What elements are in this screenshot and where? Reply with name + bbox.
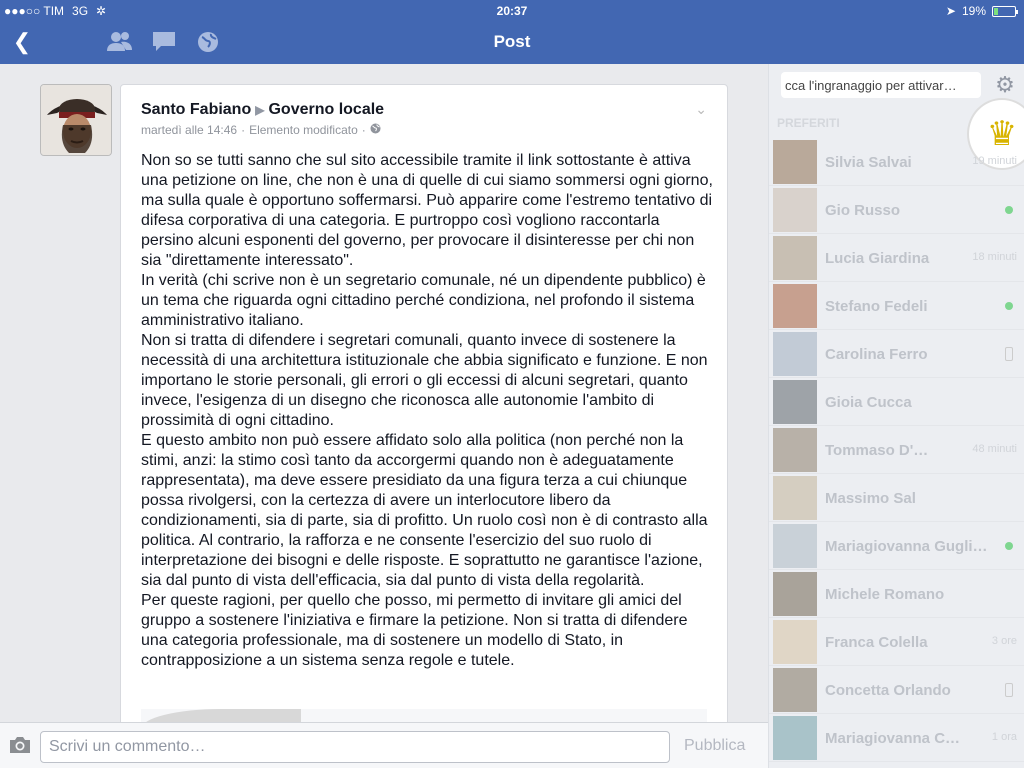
- nav-bar: [0, 20, 1024, 64]
- author-avatar[interactable]: [40, 84, 112, 156]
- contact-name: Mariagiovanna C…: [825, 730, 961, 747]
- contact-avatar: [773, 668, 817, 712]
- chat-contact[interactable]: [769, 714, 1024, 762]
- meta-separator-2: ·: [361, 123, 366, 137]
- online-dot-icon: [1005, 206, 1013, 214]
- link-preview[interactable]: [141, 709, 707, 722]
- online-dot-icon: [1005, 542, 1013, 550]
- post-area: [0, 64, 768, 722]
- clock: 20:37: [496, 4, 528, 18]
- comment-bar: [0, 722, 768, 768]
- chat-contact[interactable]: [769, 570, 1024, 618]
- comment-input[interactable]: [40, 731, 670, 763]
- chat-search-input[interactable]: [781, 72, 981, 98]
- chat-sidebar: [768, 64, 1024, 768]
- contact-avatar: [773, 236, 817, 280]
- chat-contact[interactable]: [769, 330, 1024, 378]
- battery-icon: [992, 6, 1016, 17]
- network-label: 3G: [72, 4, 89, 18]
- contact-name: Silvia Salvai: [825, 154, 912, 171]
- post-meta: [141, 123, 381, 137]
- post-paragraph: Non so se tutti sanno che sul sito accessibile tramite il link sottostante è attiva una petizione on line, che non è una di quelle di cui siamo sommersi ogni giorno, ma sulla quale è opportuno soffermarsi. Può apparire come l'estremo tentativo di difesa corporativa di una categoria. E purtroppo così vogliono raccontarla persino alcuni esponenti del governo, per provocare il disinteresse per chi non sia "direttamente interessato".: [141, 152, 713, 269]
- chat-contact-list: [769, 138, 1024, 762]
- meta-separator: ·: [241, 123, 246, 137]
- contact-name: Gio Russo: [825, 202, 901, 219]
- activity-icon: ✲: [96, 4, 107, 18]
- post-body: [141, 151, 713, 671]
- camera-icon[interactable]: [8, 735, 32, 755]
- edited-label[interactable]: Elemento modificato: [249, 123, 358, 137]
- top-bar: [0, 0, 1024, 64]
- battery-percent: 19%: [961, 4, 986, 18]
- trophy-badge[interactable]: ♛: [967, 98, 1024, 170]
- post-header: [141, 101, 384, 119]
- contact-avatar: [773, 332, 817, 376]
- location-icon: ➤: [945, 4, 956, 18]
- chat-contact[interactable]: [769, 138, 1024, 186]
- carrier-label: ●●●○○ TIM: [4, 4, 65, 18]
- contact-avatar: [773, 572, 817, 616]
- post-paragraph: Per queste ragioni, per quello che posso, mi permetto di invitare gli amici del gruppo a sostenere l'iniziativa e firmare la petizione. Non si tratta di difendere una categoria professionale, ma di sostenere un modello di Stato, in contrapposizione a un sistema senza regole e tutele.: [141, 592, 688, 669]
- chat-contact[interactable]: [769, 522, 1024, 570]
- contact-last-active: 19 minuti: [972, 155, 1017, 167]
- post-paragraph: Non si tratta di difendere i segretari comunali, quanto invece di sostenere la necessità di una architettura istituzionale che abbia significato e funzione. E non importano le storie personali, gli errori o gli eccessi di alcuni segretari, quanto invece, l'esigenza di un disegno che riconosca alle autonomie l'ambito di prossimità di ogni cittadino.: [141, 332, 708, 429]
- post-card: [120, 84, 728, 722]
- globe-icon: [370, 123, 381, 137]
- chat-contact[interactable]: [769, 618, 1024, 666]
- favorites-header: PREFERITI: [777, 116, 840, 130]
- contact-name: Concetta Orlando: [825, 682, 951, 699]
- contact-name: Carolina Ferro: [825, 346, 928, 363]
- contact-avatar: [773, 284, 817, 328]
- contact-avatar: [773, 428, 817, 472]
- chat-contact[interactable]: [769, 666, 1024, 714]
- contact-avatar: [773, 140, 817, 184]
- contact-name: Stefano Fedeli: [825, 298, 928, 315]
- contact-avatar: [773, 620, 817, 664]
- author-name[interactable]: Santo Fabiano: [141, 101, 252, 118]
- battery-fill: [994, 8, 998, 15]
- contact-last-active: 1 ora: [991, 731, 1017, 743]
- contact-name: Massimo Sal: [825, 490, 916, 507]
- chat-contact[interactable]: [769, 234, 1024, 282]
- contact-name: Gioia Cucca: [825, 394, 912, 411]
- contact-name: Tommaso D'…: [825, 442, 929, 459]
- contact-avatar: [773, 380, 817, 424]
- link-thumbnail: [141, 709, 301, 722]
- contact-name: Lucia Giardina: [825, 250, 930, 267]
- contact-name: Michele Romano: [825, 586, 945, 603]
- chat-contact[interactable]: [769, 186, 1024, 234]
- contact-name: Franca Colella: [825, 634, 928, 651]
- group-name[interactable]: Governo locale: [268, 101, 385, 118]
- gear-icon[interactable]: ⚙: [995, 72, 1015, 97]
- chat-contact[interactable]: [769, 474, 1024, 522]
- online-dot-icon: [1005, 302, 1013, 310]
- mobile-icon: [1005, 683, 1013, 697]
- contact-avatar: [773, 188, 817, 232]
- contact-last-active: 18 minuti: [972, 251, 1017, 263]
- arrow-icon: ▶: [255, 103, 265, 117]
- post-paragraph: In verità (chi scrive non è un segretario comunale, né un dipendente pubblico) è un tema che riguarda ogni cittadino perché condiziona, nel profondo il sistema amministrativo italiano.: [141, 272, 706, 329]
- contact-last-active: 3 ore: [991, 635, 1017, 647]
- chat-contact[interactable]: [769, 426, 1024, 474]
- contact-avatar: [773, 476, 817, 520]
- page-title: Post: [493, 32, 531, 51]
- contact-avatar: [773, 716, 817, 760]
- chat-contact[interactable]: [769, 282, 1024, 330]
- contact-last-active: 48 minuti: [972, 443, 1017, 455]
- mobile-icon: [1005, 347, 1013, 361]
- publish-button[interactable]: Pubblica: [684, 737, 746, 754]
- contact-name: Mariagiovanna Gugli…: [825, 538, 988, 555]
- chevron-left-icon[interactable]: ❮: [12, 29, 32, 54]
- chat-contact[interactable]: [769, 378, 1024, 426]
- chevron-down-icon[interactable]: ⌄: [695, 101, 707, 117]
- contact-avatar: [773, 524, 817, 568]
- status-bar: [0, 0, 1024, 20]
- post-paragraph: E questo ambito non può essere affidato solo alla politica (non perché non la stimi, anzi: la stimo così tanto da accorgermi quando non è adeguatamente rappresentata), ma deve essere presidiato da una figura terza a cui chiunque possa rivolgersi, con la certezza di avere un interlocutore libero da condizionamenti, sia di parte, sia di profitto. Un ruolo così non è di contrasto alla politica. Al contrario, la rafforza e ne consente l'esercizio del suo ruolo di interpretazione dei bisogni e delle risposte. E soprattutto ne garantisce l'azione, sia dal punto di vista dell'efficacia, sia dal punto di vista della regolarità.: [141, 432, 708, 589]
- post-timestamp[interactable]: martedì alle 14:46: [141, 123, 238, 137]
